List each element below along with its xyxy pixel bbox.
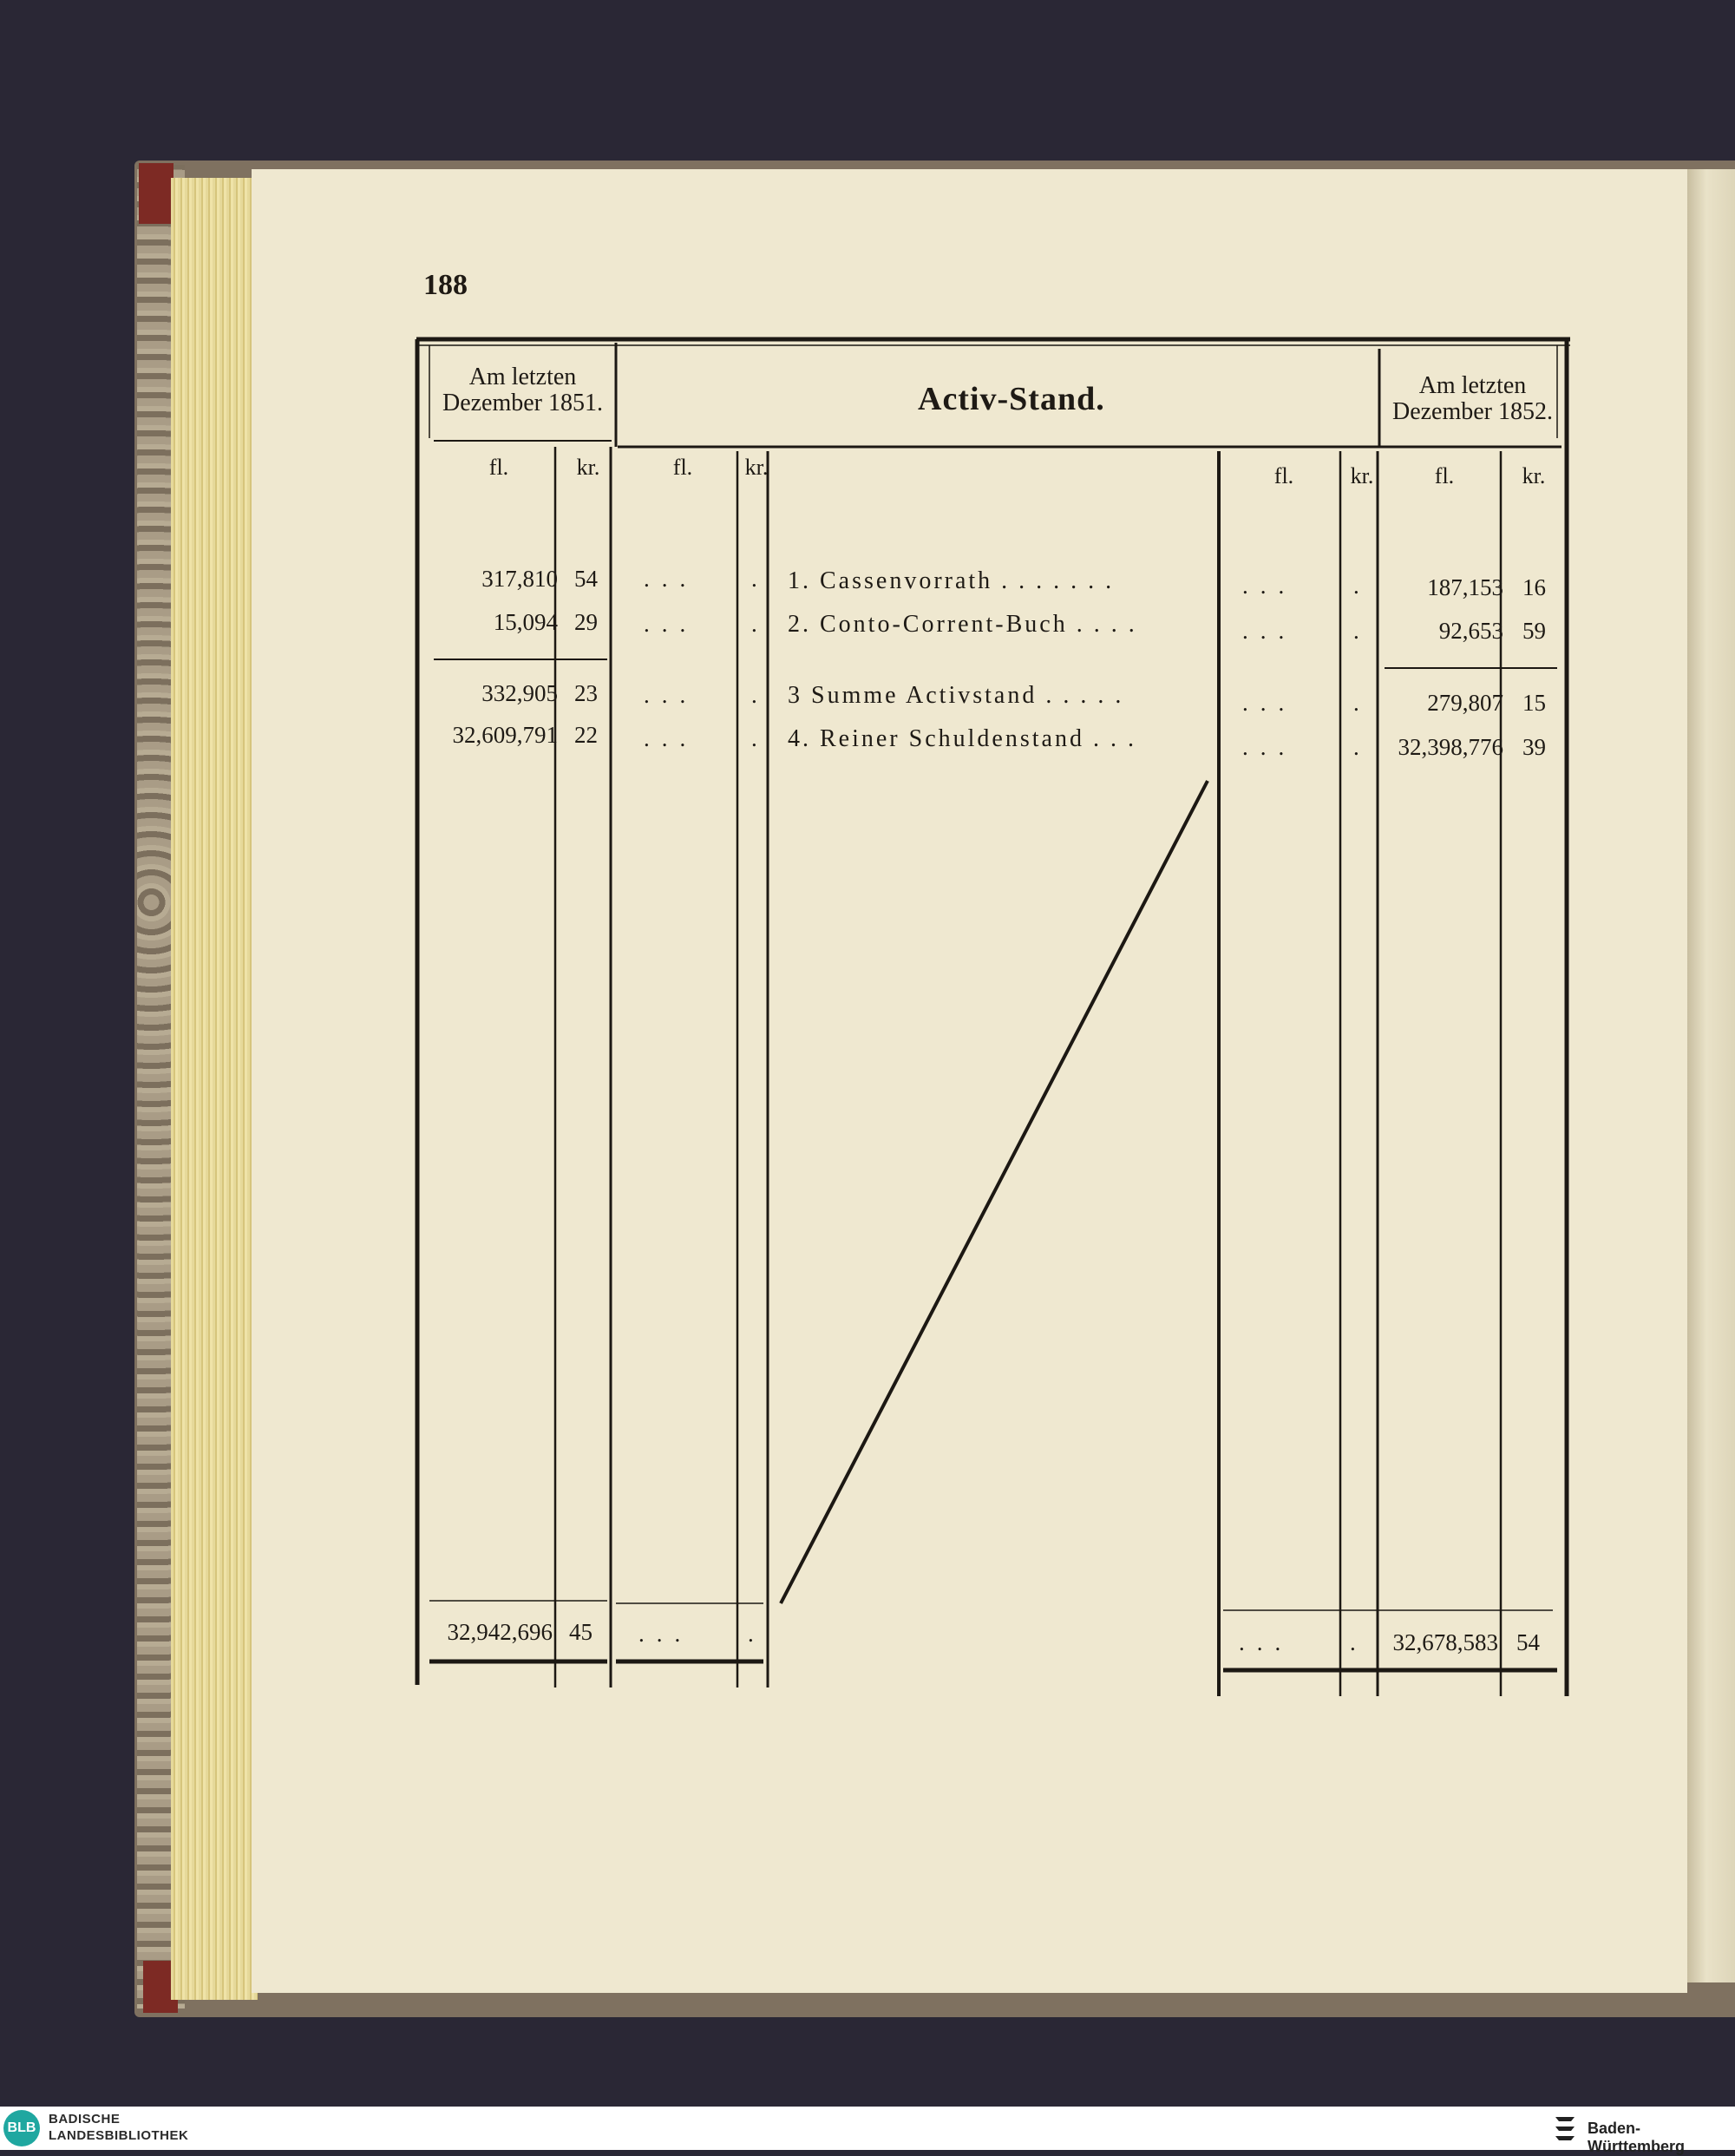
total-cur-kr: 54 (1516, 1629, 1540, 1655)
row1-mid-dot: . (751, 566, 757, 592)
row2-prev-kr: 29 (574, 609, 598, 635)
row4-cur-fl: 32,398,776 (1398, 734, 1503, 760)
row2-mid-dot: . (751, 611, 757, 637)
row2-cur-kr: 59 (1522, 618, 1546, 644)
left-year-header-line2: Dezember 1851. (442, 390, 604, 416)
row3-prev-kr: 23 (574, 680, 598, 706)
total-cur-fl: 32,678,583 (1392, 1629, 1498, 1655)
row3-right-dot: . (1353, 690, 1359, 716)
row1-cur-fl: 187,153 (1427, 574, 1503, 600)
blb-logo[interactable]: BLB (3, 2110, 40, 2146)
row3-cur-kr: 15 (1522, 690, 1546, 716)
row4-prev-kr: 22 (574, 722, 598, 748)
row3-mid-dot: . (751, 682, 757, 708)
row2-prev-fl: 15,094 (493, 609, 558, 635)
total-right-dots: ... (1239, 1629, 1293, 1655)
unit-kr-cur: kr. (1522, 463, 1546, 488)
row3-mid-dots: ... (644, 682, 698, 708)
total-mid-dot: . (748, 1621, 754, 1647)
left-year-header (434, 364, 612, 416)
library-name-line1[interactable]: BADISCHE (49, 2112, 121, 2127)
row3-prev-fl: 332,905 (481, 680, 558, 706)
footer-bar (0, 2107, 1735, 2150)
unit-fl-mid-right: fl. (1273, 463, 1294, 488)
library-name-line2[interactable]: LANDESBIBLIOTHEK (49, 2128, 189, 2143)
unit-fl-prev: fl. (488, 455, 509, 480)
row4-prev-fl: 32,609,791 (452, 722, 558, 748)
total-right-dot: . (1350, 1629, 1356, 1655)
total-prev-kr: 45 (569, 1619, 593, 1645)
row2-label: 2. Conto-Corrent-Buch . . . . (788, 611, 1137, 638)
unit-kr-prev: kr. (576, 455, 600, 480)
row1-mid-dots: ... (644, 566, 698, 592)
unit-kr-mid-right: kr. (1350, 463, 1374, 488)
unit-fl-cur: fl. (1434, 463, 1455, 488)
row2-mid-dots: ... (644, 611, 698, 637)
row4-mid-dots: ... (644, 725, 698, 751)
row4-right-dots: ... (1242, 734, 1297, 760)
left-year-header-line1: Am letzten (468, 364, 577, 390)
total-mid-dots: ... (638, 1621, 693, 1647)
row2-right-dots: ... (1242, 618, 1297, 644)
row4-label: 4. Reiner Schuldenstand . . . (788, 725, 1136, 752)
row4-cur-kr: 39 (1522, 734, 1546, 760)
right-year-header-line2: Dezember 1852. (1391, 398, 1554, 425)
row2-cur-fl: 92,653 (1438, 618, 1503, 644)
total-prev-fl: 32,942,696 (447, 1619, 553, 1645)
row1-prev-kr: 54 (574, 566, 598, 592)
page-number: 188 (423, 269, 468, 301)
row1-prev-fl: 317,810 (481, 566, 558, 592)
unit-kr-mid-left: kr. (744, 455, 769, 480)
row4-mid-dot: . (751, 725, 757, 751)
row3-cur-fl: 279,807 (1427, 690, 1503, 716)
row1-label: 1. Cassenvorrath . . . . . . . (788, 567, 1115, 594)
state-name[interactable]: Baden-Württemberg (1588, 2120, 1685, 2155)
bw-lions-icon (1553, 2112, 1579, 2146)
row3-right-dots: ... (1242, 690, 1297, 716)
right-year-header-line1: Am letzten (1418, 372, 1527, 399)
row1-right-dots: ... (1242, 573, 1297, 599)
row3-label: 3 Summe Activstand . . . . . (788, 682, 1124, 709)
row2-right-dot: . (1353, 618, 1359, 644)
right-year-header (1384, 373, 1562, 425)
row1-right-dot: . (1353, 573, 1359, 599)
row1-cur-kr: 16 (1522, 574, 1546, 600)
row4-right-dot: . (1353, 734, 1359, 760)
table-title: Activ-Stand. (918, 381, 1105, 417)
unit-fl-mid-left: fl. (672, 455, 693, 480)
